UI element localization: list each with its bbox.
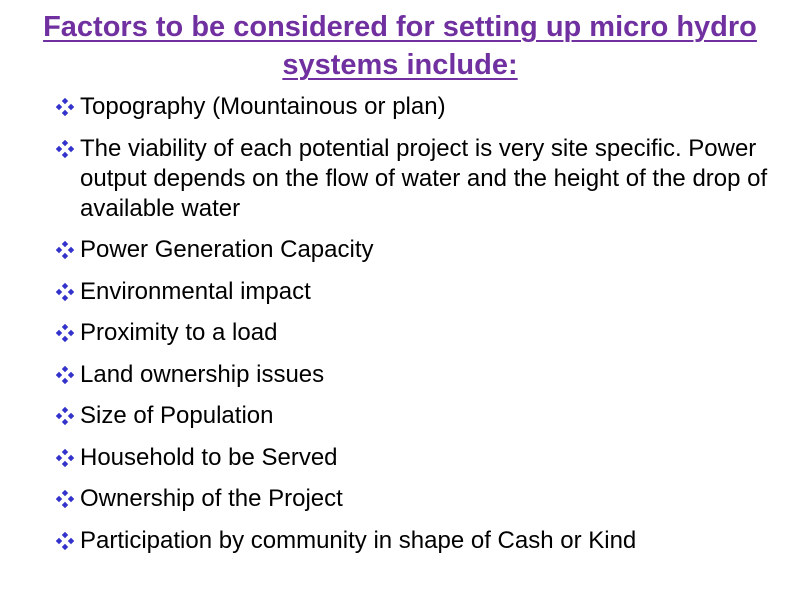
four-diamond-bullet-icon xyxy=(56,318,80,348)
bullet-text: Size of Population xyxy=(80,402,274,429)
four-diamond-bullet-icon xyxy=(56,526,80,556)
bullet-item xyxy=(56,443,776,473)
bullet-text: Topography (Mountainous or plan) xyxy=(80,93,446,120)
four-diamond-bullet-icon xyxy=(56,484,80,514)
bullet-item xyxy=(56,235,776,265)
bullet-text: Environmental impact xyxy=(80,277,311,305)
bullet-text: Household to be Served xyxy=(80,443,338,471)
bullet-item xyxy=(56,318,776,348)
bullet-item xyxy=(56,277,776,307)
bullet-item xyxy=(56,526,776,556)
bullet-item xyxy=(56,484,776,514)
bullet-text: Power Generation Capacity xyxy=(80,236,374,263)
bullet-text: Proximity to a load xyxy=(80,319,278,346)
bullet-text: The viability of each potential project is very site specific. Power output depends on the flow of water and the height of the drop of available water xyxy=(80,134,768,222)
bullet-text: Ownership of the Project xyxy=(80,485,343,512)
four-diamond-bullet-icon xyxy=(56,277,80,307)
bullet-item xyxy=(56,134,776,224)
four-diamond-bullet-icon xyxy=(56,360,80,390)
bullet-text: Land ownership issues xyxy=(80,360,325,388)
bullet-list xyxy=(56,92,776,567)
bullet-item xyxy=(56,401,776,431)
slide-title: Factors to be considered for setting up micro hydro systems include: xyxy=(43,11,757,81)
bullet-item xyxy=(56,360,776,390)
four-diamond-bullet-icon xyxy=(56,443,80,473)
four-diamond-bullet-icon xyxy=(56,134,80,164)
bullet-item xyxy=(56,92,776,122)
four-diamond-bullet-icon xyxy=(56,92,80,122)
four-diamond-bullet-icon xyxy=(56,235,80,265)
four-diamond-bullet-icon xyxy=(56,401,80,431)
bullet-text: Participation by community in shape of Cash or Kind xyxy=(80,526,637,554)
